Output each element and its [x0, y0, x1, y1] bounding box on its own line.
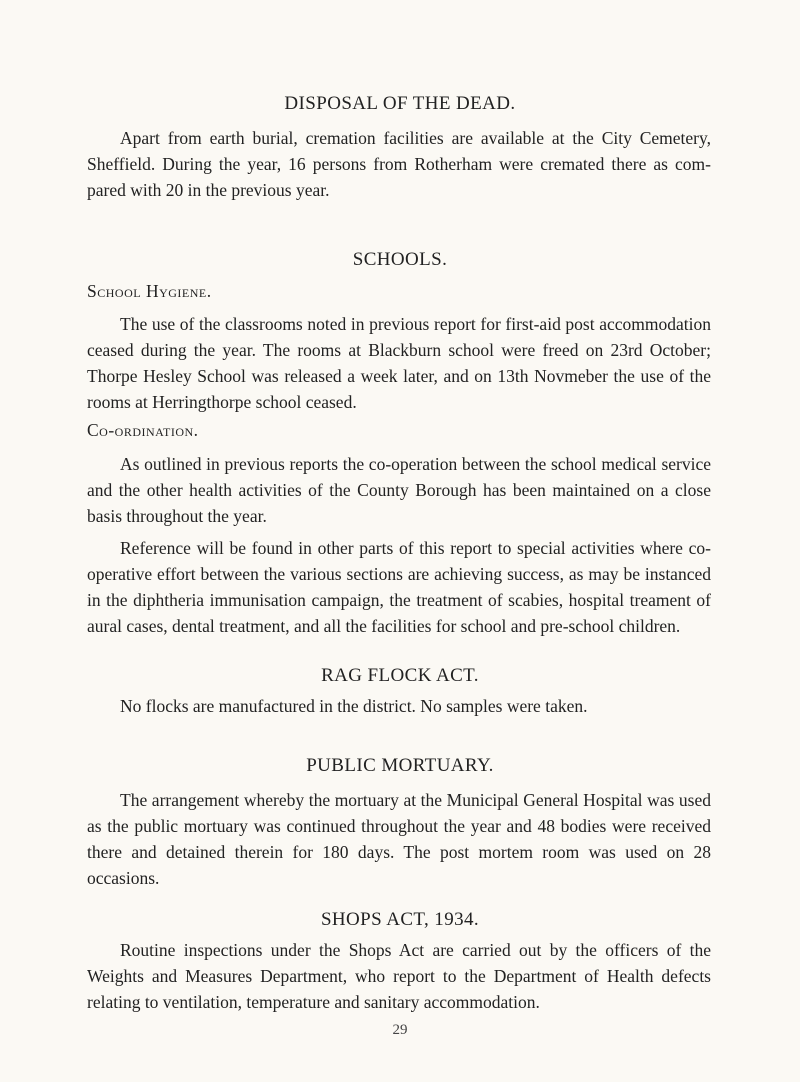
rag-flock-heading: RAG FLOCK ACT. — [321, 665, 479, 686]
school-hygiene-subheading: School Hygiene. — [87, 281, 212, 301]
disposal-heading: DISPOSAL OF THE DEAD. — [284, 93, 516, 114]
rag-flock-paragraph: No flocks are manufactured in the district. No samples were taken. — [120, 696, 588, 716]
school-hygiene-paragraph: The use of the classrooms noted in previous report for first-aid post accommodation ceased during the year. The rooms at Blackburn school were freed on 23rd October; Thorpe Hesley School was released a week later, and on 13th Novmeber the use of the rooms at Herringthorpe school ceased. — [87, 314, 711, 412]
co-ordination-subheading: Co-ordination. — [87, 420, 199, 440]
public-mortuary-paragraph: The arrangement whereby the mortuary at the Municipal General Hospital was used as the public mortuary was continued throughout the year and 48 bodies were received there and detained therein for 180 days. The post mortem room was used on 28 occasions. — [87, 790, 711, 888]
public-mortuary-heading: PUBLIC MORTUARY. — [306, 755, 494, 776]
co-ordination-paragraph-1: As outlined in previous reports the co-operation between the school medical service and the other health activities of the County Borough has been maintained on a close basis throughout the year. — [87, 454, 711, 526]
page-number: 29 — [392, 1022, 408, 1038]
shops-act-heading: SHOPS ACT, 1934. — [320, 909, 480, 930]
co-ordination-paragraph-2: Reference will be found in other parts of this report to special activities where co-operative effort between the various sections are achieving success, as may be instanced in the diphtheria immunisation campaign, the treatment of scabies, hospital treament of aural cases, dental treatment, and all the facilities for school and pre-school children. — [87, 538, 711, 636]
schools-heading: SCHOOLS. — [352, 249, 448, 270]
shops-act-paragraph: Routine inspections under the Shops Act are carried out by the officers of the Weights and Measures Department, who report to the Department of Health defects relating to ventilation, temperature and sanitary accommodation. — [87, 940, 711, 1012]
disposal-paragraph: Apart from earth burial, cremation facilities are available at the City Cemetery, Sheffield. During the year, 16 persons from Rotherham were cremated there as com- pared with 20 in the previous year. — [87, 128, 711, 200]
